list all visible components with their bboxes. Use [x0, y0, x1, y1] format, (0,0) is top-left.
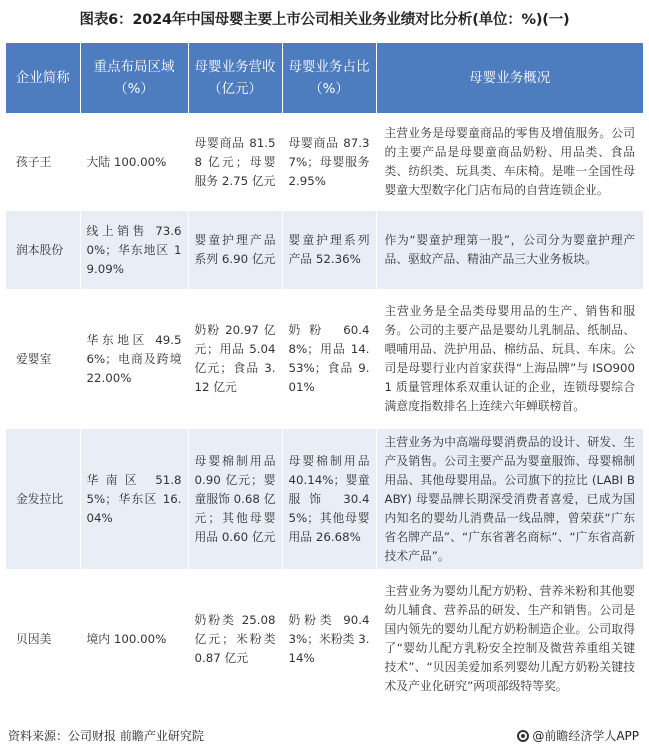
overview-cell: 主营业务为中高端母婴消费品的设计、研发、生产及销售。公司主要产品为婴童服饰、母婴棉制用品、其他母婴用品。公司旗下的拉比 (LABI BABY) 母婴品牌长期深受消费者喜爱，已成为国内知名的婴幼儿消费品一线品牌，曾荣获“广东省名牌产品”、“广东省著名商标”、“广东省高新技术产品”。 — [376, 429, 643, 569]
table-row — [6, 289, 643, 429]
qianzhan-logo-icon — [517, 730, 529, 742]
comparison-table — [6, 43, 643, 709]
header-share: 母婴业务占比（%） — [282, 43, 376, 113]
company-name: 贝因美 — [6, 569, 80, 709]
table-row — [6, 113, 643, 211]
table-row — [6, 211, 643, 289]
share-cell: 母婴棉制用品 40.14%；婴童服饰 30.45%；其他母婴用品 26.68% — [282, 429, 376, 569]
region-cell: 大陆 100.00% — [80, 113, 188, 211]
brand-credit — [517, 727, 639, 744]
company-name: 孩子王 — [6, 113, 80, 211]
table-header-row — [6, 43, 643, 113]
table-row — [6, 569, 643, 709]
share-cell: 奶粉类 90.43%；米粉类 3.14% — [282, 569, 376, 709]
table-row — [6, 429, 643, 569]
region-cell: 线上销售 73.60%；华东地区 19.09% — [80, 211, 188, 289]
region-cell: 华东地区 49.56%；电商及跨境 22.00% — [80, 289, 188, 429]
brand-text: @前瞻经济学人APP — [532, 729, 639, 743]
page-title: 图表6：2024年中国母婴主要上市公司相关业务业绩对比分析(单位：%)(一) — [79, 12, 570, 28]
revenue-cell: 母婴商品 81.58 亿元；母婴服务 2.75 亿元 — [188, 113, 282, 211]
share-cell: 母婴商品 87.37%；母婴服务 2.95% — [282, 113, 376, 211]
share-cell: 奶粉 60.48%；用品 14.53%；食品 9.01% — [282, 289, 376, 429]
revenue-cell: 奶粉 20.97 亿元；用品 5.04 亿元；食品 3.12 亿元 — [188, 289, 282, 429]
share-cell: 婴童护理系列产品 52.36% — [282, 211, 376, 289]
company-name: 爱婴室 — [6, 289, 80, 429]
overview-cell: 主营业务是全品类母婴用品的生产、销售和服务。公司的主要产品是婴幼儿乳制品、纸制品、喂哺用品、洗护用品、棉纺品、玩具、车床。公司是母婴行业内首家获得“上海品牌”与 ISO9001 质量管理体系双重认证的企业，连锁母婴综合满意度指数排名上连续六年蝉联榜首。 — [376, 289, 643, 429]
region-cell: 境内 100.00% — [80, 569, 188, 709]
region-cell: 华南区 51.85%；华东区 16.04% — [80, 429, 188, 569]
source-note: 资料来源：公司财报 前瞻产业研究院 — [8, 729, 204, 743]
company-name: 金发拉比 — [6, 429, 80, 569]
overview-cell: 作为“婴童护理第一股”，公司分为婴童护理产品、驱蚊产品、精油产品三大业务板块。 — [376, 211, 643, 289]
overview-cell: 主营业务是母婴童商品的零售及增值服务。公司的主要产品是母婴童商品奶粉、用品类、食品类、纺织类、玩具类、车床椅。是唯一全国性母婴童大型数字化门店布局的自营连锁企业。 — [376, 113, 643, 211]
header-region: 重点布局区域（%） — [80, 43, 188, 113]
header-overview: 母婴业务概况 — [376, 43, 643, 113]
header-company: 企业简称 — [6, 43, 80, 113]
revenue-cell: 母婴棉制用品 0.90 亿元；婴童服饰 0.68 亿元；其他母婴用品 0.60 亿元 — [188, 429, 282, 569]
revenue-cell: 婴童护理产品系列 6.90 亿元 — [188, 211, 282, 289]
revenue-cell: 奶粉类 25.08 亿元；米粉类 0.87 亿元 — [188, 569, 282, 709]
header-revenue: 母婴业务营收（亿元） — [188, 43, 282, 113]
company-name: 润本股份 — [6, 211, 80, 289]
overview-cell: 主营业务为婴幼儿配方奶粉、营养米粉和其他婴幼儿辅食、营养品的研发、生产和销售。公司是国内领先的婴幼儿配方奶粉制造企业。公司取得了“婴幼儿配方乳粉安全控制及微营养重组关键技术”、“贝因美爱加系列婴幼儿配方奶粉关键技术及产业化研究”两项部级特等奖。 — [376, 569, 643, 709]
